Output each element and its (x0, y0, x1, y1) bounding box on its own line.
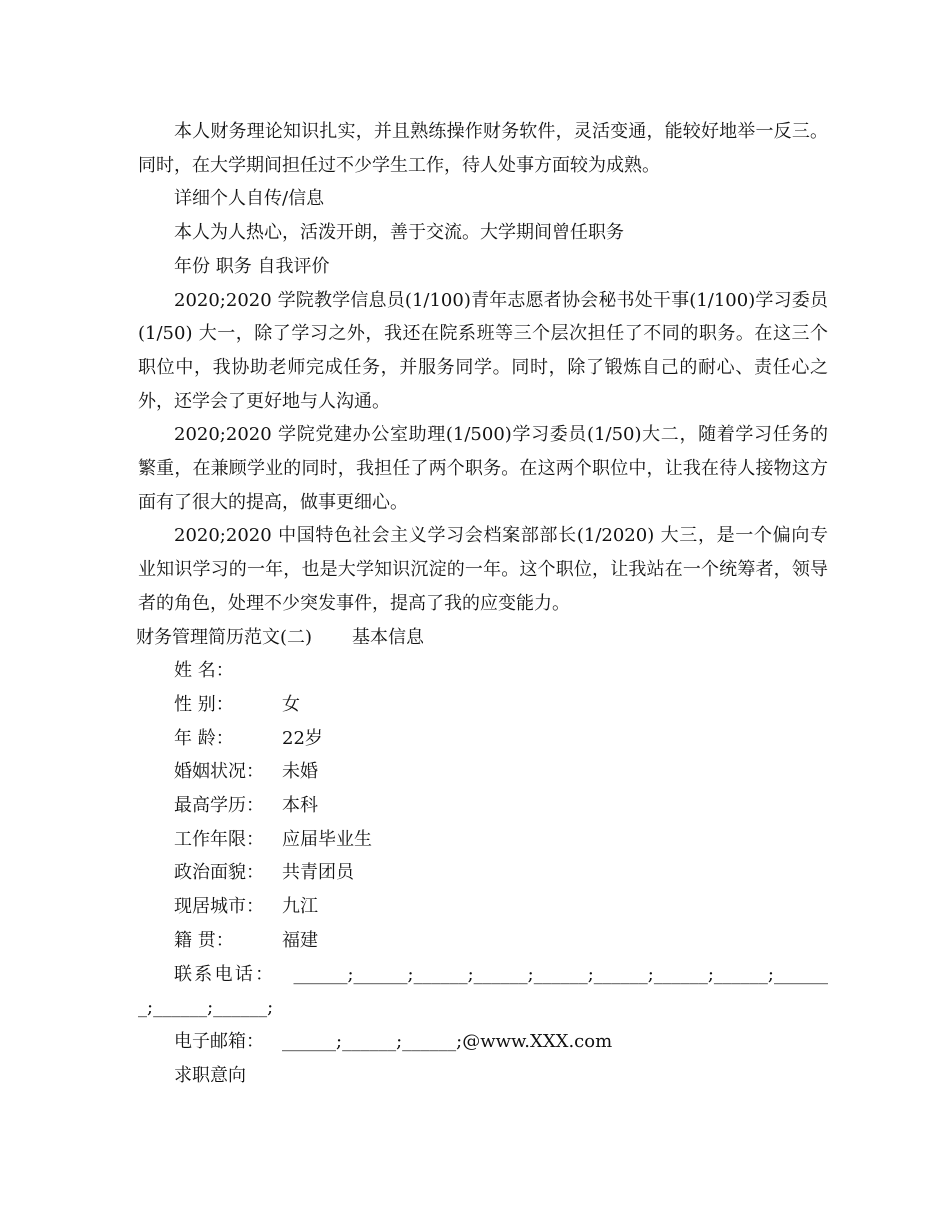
section-heading (136, 621, 828, 655)
field-value: 九江 (282, 896, 318, 918)
field-label: 婚姻状况： (174, 761, 264, 783)
document-body (138, 115, 828, 1092)
section-subtitle: 基本信息 (352, 626, 425, 648)
field-gender (138, 688, 828, 722)
field-value: 本科 (282, 795, 318, 817)
field-work-years (138, 823, 828, 857)
field-value: 未婚 (282, 761, 318, 783)
email-label: 电子邮箱： (174, 1030, 264, 1052)
field-email (138, 1025, 828, 1059)
field-label: 性 别： (174, 693, 234, 715)
paragraph-year-two: 2020;2020 学院党建办公室助理(1/500)学习委员(1/50)大二，随着学习任务的繁重，在兼顾学业的同时，我担任了两个职务。在这两个职位中，让我在待人接物这方面有了很大的提高，做事更细心。 (138, 424, 828, 513)
email-value: ______;______;______;@www.XXX.com (282, 1030, 613, 1052)
field-phone (138, 958, 828, 1025)
heading-job-intention: 求职意向 (174, 1064, 246, 1086)
field-label: 籍 贯： (174, 929, 234, 951)
field-label: 政治面貌： (174, 862, 264, 884)
paragraph-year-three: 2020;2020 中国特色社会主义学习会档案部部长(1/2020) 大三，是一个偏向专业知识学习的一年，也是大学知识沉淀的一年。这个职位，让我站在一个统筹者，领导者的角色，处理不少突发事件，提高了我的应变能力。 (138, 525, 828, 614)
phone-value: ______;______;______;______;______;______;______;______;_______;______;______; (138, 963, 828, 1019)
field-hometown (138, 924, 828, 958)
section-title: 财务管理简历范文(二) (136, 626, 313, 648)
field-label: 工作年限： (174, 828, 264, 850)
field-value: 22岁 (282, 727, 323, 749)
field-age (138, 722, 828, 756)
field-name (138, 654, 828, 688)
field-label: 最高学历： (174, 795, 264, 817)
field-value: 福建 (282, 929, 318, 951)
heading-autobiography: 详细个人自传/信息 (174, 188, 325, 210)
field-label: 姓 名： (174, 660, 234, 682)
field-value: 应届毕业生 (282, 828, 372, 850)
field-current-city (138, 890, 828, 924)
field-education (138, 789, 828, 823)
paragraph-skills: 本人财务理论知识扎实，并且熟练操作财务软件，灵活变通，能较好地举一反三。同时，在大学期间担任过不少学生工作，待人处事方面较为成熟。 (138, 121, 828, 176)
heading-positions-table: 年份 职务 自我评价 (174, 255, 330, 277)
paragraph-year-one: 2020;2020 学院教学信息员(1/100)青年志愿者协会秘书处干事(1/100)学习委员(1/50) 大一，除了学习之外，我还在院系班等三个层次担任了不同的职务。在这三个职位中，我协助老师完成任务，并服务同学。同时，除了锻炼自己的耐心、责任心之外，还学会了更好地与人沟通。 (138, 289, 828, 412)
phone-label: 联系电话： (174, 963, 276, 985)
field-political-status (138, 856, 828, 890)
field-label: 年 龄： (174, 727, 234, 749)
paragraph-personality: 本人为人热心，活泼开朗，善于交流。大学期间曾任职务 (174, 222, 624, 244)
field-value: 共青团员 (282, 862, 354, 884)
field-marital-status (138, 755, 828, 789)
field-label: 现居城市： (174, 896, 264, 918)
field-value: 女 (282, 693, 300, 715)
